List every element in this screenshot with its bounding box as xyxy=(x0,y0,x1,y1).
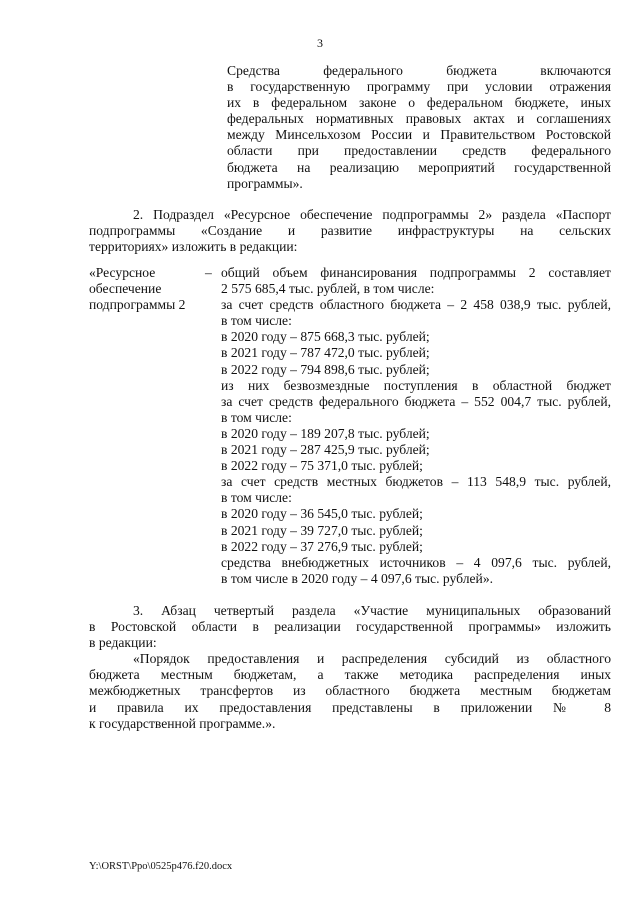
resources-line: в том числе: xyxy=(221,490,292,506)
section-2-paragraph xyxy=(89,207,611,255)
resources-line: в том числе: xyxy=(221,313,292,329)
section-3-line: в редакции: xyxy=(89,635,157,651)
quote-line: между Минсельхозом России и Правительством Ростовской xyxy=(227,127,611,143)
resources-line: в 2022 году – 37 276,9 тыс. рублей; xyxy=(221,538,423,554)
quote-block xyxy=(227,63,611,192)
quote-line: бюджета на реализацию мероприятий государственной xyxy=(227,159,611,175)
quote-line: области при предоставлении средств федерального xyxy=(227,143,611,159)
section-3-line: в Ростовской области в реализации государственной программы» изложить xyxy=(89,619,611,635)
resources-dash: – xyxy=(205,265,212,280)
resources-line: в 2020 году – 875 668,3 тыс. рублей; xyxy=(221,329,430,345)
resources-line: в 2022 году – 794 898,6 тыс. рублей; xyxy=(221,361,430,377)
section-3-line: и правила их предоставления представлены в приложении № 8 xyxy=(89,699,611,715)
quote-line: программы». xyxy=(227,175,303,191)
section-3-line: межбюджетных трансфертов из областного бюджета местным бюджетам xyxy=(89,683,611,699)
section-3-line: к государственной программе.». xyxy=(89,715,276,731)
resources-line: в 2022 году – 75 371,0 тыс. рублей; xyxy=(221,458,423,474)
section-3-paragraph xyxy=(89,603,611,732)
section-3-line: бюджета местным бюджетам, а также методика распределения иных xyxy=(89,667,611,683)
resources-line: за счет средств федерального бюджета – 552 004,7 тыс. рублей, xyxy=(221,393,611,409)
quote-line: федеральных нормативных правовых актах и соглашениях xyxy=(227,111,611,127)
section-3-line: «Порядок предоставления и распределения субсидий из областного xyxy=(133,651,611,667)
resources-line: в том числе в 2020 году – 4 097,6 тыс. рублей». xyxy=(221,570,494,586)
quote-line: Средства федерального бюджета включаются xyxy=(227,63,611,78)
section-2-line: территориях» изложить в редакции: xyxy=(89,239,298,255)
resources-line: в 2021 году – 39 727,0 тыс. рублей; xyxy=(221,522,423,538)
resources-label xyxy=(89,265,185,313)
resources-line: в 2021 году – 787 472,0 тыс. рублей; xyxy=(221,345,430,361)
resources-line: средства внебюджетных источников – 4 097,6 тыс. рублей, xyxy=(221,554,611,570)
resources-line: из них безвозмездные поступления в областной бюджет xyxy=(221,377,611,393)
resources-line: в 2020 году – 36 545,0 тыс. рублей; xyxy=(221,506,423,522)
quote-line: их в федеральном законе о федеральном бюджете, иных xyxy=(227,95,611,111)
section-2-line: подпрограммы «Создание и развитие инфраструктуры на сельских xyxy=(89,223,611,239)
resources-line: общий объем финансирования подпрограммы 2 составляет xyxy=(221,265,611,280)
resources-label-line: подпрограммы 2 xyxy=(89,297,186,313)
resources-line: за счет средств областного бюджета – 2 458 038,9 тыс. рублей, xyxy=(221,297,611,313)
resources-line: 2 575 685,4 тыс. рублей, в том числе: xyxy=(221,281,435,297)
section-3-line: 3. Абзац четвертый раздела «Участие муниципальных образований xyxy=(133,603,611,618)
resources-label-line: «Ресурсное xyxy=(89,265,156,280)
resources-body xyxy=(221,265,611,587)
file-path-footer: Y:\ORST\Ppo\0525p476.f20.docx xyxy=(89,861,233,872)
quote-line: в государственную программу при условии отражения xyxy=(227,79,611,95)
section-2-line: 2. Подраздел «Ресурсное обеспечение подпрограммы 2» раздела «Паспорт xyxy=(133,207,611,222)
resources-line: в том числе: xyxy=(221,409,292,425)
resources-line: в 2021 году – 287 425,9 тыс. рублей; xyxy=(221,442,430,458)
resources-label-line: обеспечение xyxy=(89,281,162,297)
page-number: 3 xyxy=(317,36,323,50)
resources-line: в 2020 году – 189 207,8 тыс. рублей; xyxy=(221,425,430,441)
resources-line: за счет средств местных бюджетов – 113 548,9 тыс. рублей, xyxy=(221,474,611,490)
